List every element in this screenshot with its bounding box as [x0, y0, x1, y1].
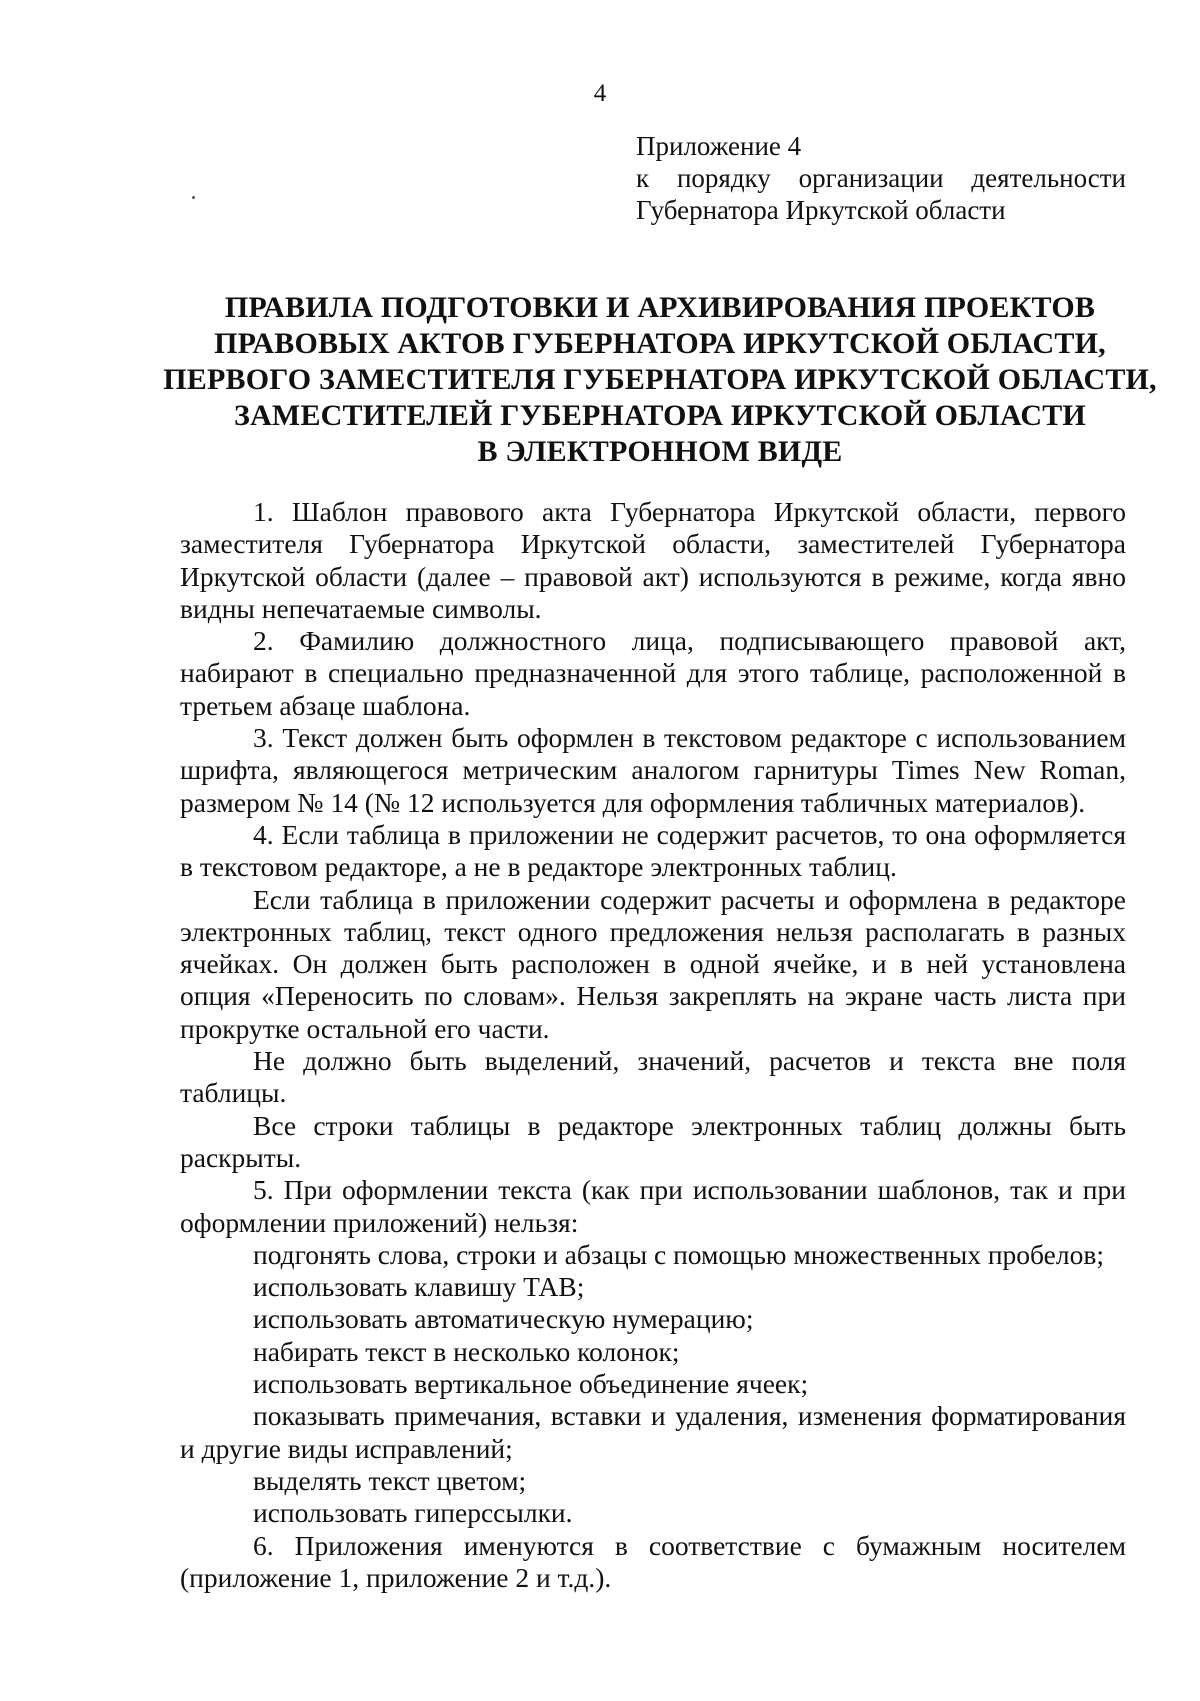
list-item: набирать текст в несколько колонок;: [253, 1335, 680, 1367]
list-item: выделять текст цветом;: [253, 1464, 527, 1496]
list-item: использовать автоматическую нумерацию;: [253, 1303, 754, 1335]
title-line-2: ПРАВОВЫХ АКТОВ ГУБЕРНАТОРА ИРКУТСКОЙ ОБЛАСТИ,: [214, 327, 1106, 360]
list-item: использовать гиперссылки.: [253, 1497, 573, 1529]
scan-speck: [192, 196, 195, 199]
paragraph-6: 6. Приложения именуются в соответствие с бумажным носителем (приложение 1, приложение 2 и т.д.).: [180, 1529, 1126, 1593]
title-line-5: В ЭЛЕКТРОННОМ ВИДЕ: [477, 435, 843, 468]
appendix-line-1: Приложение 4: [636, 131, 802, 161]
list-item: использовать клавишу ТАВ;: [253, 1271, 585, 1303]
list-item-wrapped: показывать примечания, вставки и удаления, изменения форматирования и другие виды исправлений;: [180, 1400, 1126, 1464]
appendix-line-3: Губернатора Иркутской области: [636, 195, 1006, 225]
paragraph-1: 1. Шаблон правового акта Губернатора Иркутской области, первого заместителя Губернатора Иркутской области, заместителей Губернатора Иркутской области (далее – правовой акт) используются в режиме, когда явно видны непечатаемые символы.: [180, 496, 1126, 624]
list-item: использовать вертикальное объединение ячеек;: [253, 1368, 809, 1400]
paragraph-2: 2. Фамилию должностного лица, подписывающего правовой акт, набирают в специально предназначенной для этого таблице, расположенной в третьем абзаце шаблона.: [180, 625, 1126, 721]
appendix-header: [636, 130, 1126, 226]
paragraph-4: 4. Если таблица в приложении не содержит расчетов, то она оформляется в текстовом редакторе, а не в редакторе электронных таблиц.: [180, 818, 1126, 883]
title-line-1: ПРАВИЛА ПОДГОТОВКИ И АРХИВИРОВАНИЯ ПРОЕКТОВ: [224, 291, 1096, 324]
title-line-3: ПЕРВОГО ЗАМЕСТИТЕЛЯ ГУБЕРНАТОРА ИРКУТСКОЙ ОБЛАСТИ,: [163, 363, 1157, 396]
paragraph-4a: Если таблица в приложении содержит расчеты и оформлена в редакторе электронных таблиц, текст одного предложения нельзя располагать в разных ячейках. Он должен быть расположен в одной ячейке, и в ней установлена опция «Переносить по словам». Нельзя закреплять на экране часть листа при прокрутке остальной его части.: [180, 883, 1126, 1044]
appendix-line-2: к порядку организации деятельности: [636, 163, 1126, 193]
paragraph-4c: Все строки таблицы в редакторе электронных таблиц должны быть раскрыты.: [180, 1109, 1126, 1173]
document-body: [180, 496, 1126, 1594]
paragraph-4b: Не должно быть выделений, значений, расчетов и текста вне поля таблицы.: [180, 1045, 1126, 1109]
title-line-4: ЗАМЕСТИТЕЛЕЙ ГУБЕРНАТОРА ИРКУТСКОЙ ОБЛАСТИ: [234, 399, 1086, 432]
page-number: 4: [593, 80, 607, 107]
paragraph-5: 5. При оформлении текста (как при использовании шаблонов, так и при оформлении приложений) нельзя:: [180, 1174, 1126, 1238]
document-title: [160, 290, 1160, 470]
list-item: подгонять слова, строки и абзацы с помощью множественных пробелов;: [253, 1238, 1104, 1270]
paragraph-3: 3. Текст должен быть оформлен в текстовом редакторе с использованием шрифта, являющегося метрическим аналогом гарнитуры Times New Roman, размером № 14 (№ 12 используется для оформления табличных материалов).: [180, 722, 1126, 818]
